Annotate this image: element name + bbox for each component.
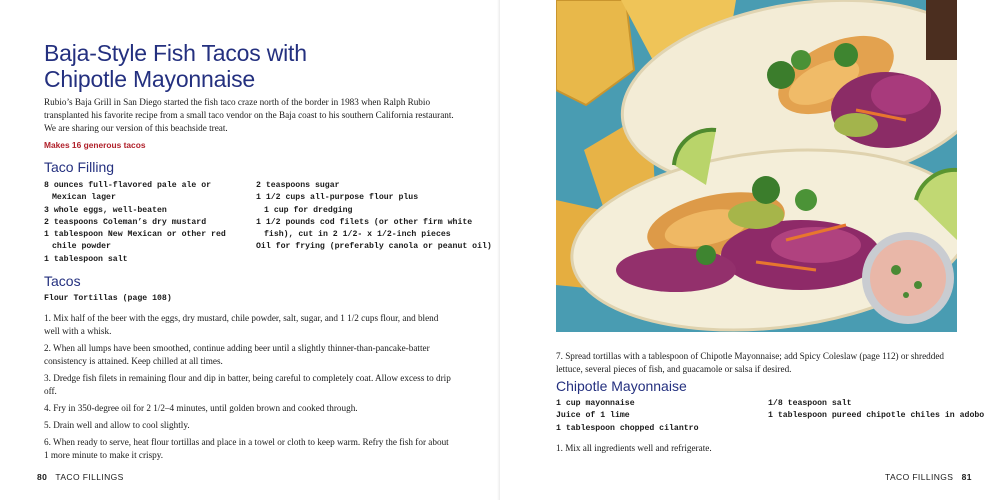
method-step: 4. Fry in 350-degree oil for 2 1/2–4 minutes, until golden brown and cooked through. bbox=[44, 403, 358, 413]
method-step: 1. Mix half of the beer with the eggs, dry mustard, chile powder, salt, sugar, and 1 1/2 cups flour, and blend well with a whisk. bbox=[44, 313, 439, 336]
recipe-title-line-2: Chipotle Mayonnaise bbox=[44, 66, 255, 92]
fish-tacos-illustration bbox=[556, 0, 957, 332]
recipe-title bbox=[44, 40, 484, 92]
chipotle-ingredients-col-1 bbox=[556, 398, 699, 435]
fish-tacos-photo bbox=[556, 0, 957, 332]
ingredient: 1 tablespoon salt bbox=[44, 254, 128, 264]
ingredient: fish), cut in 2 1/2- x 1/2-inch pieces bbox=[264, 230, 451, 240]
ingredient: 1 cup for dredging bbox=[264, 205, 353, 215]
method-step: 2. When all lumps have been smoothed, continue adding beer until a slightly thinner-than-pancake-batter consistency is attained. Keep chilled at all times. bbox=[44, 343, 430, 366]
recipe-title-line-1: Baja-Style Fish Tacos with bbox=[44, 40, 307, 66]
tacos-heading: Tacos bbox=[44, 273, 81, 289]
method-step: 3. Dredge fish filets in remaining flour and dip in batter, being careful to completely coat. Allow excess to drip off. bbox=[44, 373, 451, 396]
method-step: 5. Drain well and allow to cool slightly. bbox=[44, 420, 190, 430]
ingredient: 1 cup mayonnaise bbox=[556, 399, 635, 408]
ingredient: 3 whole eggs, well-beaten bbox=[44, 205, 167, 215]
ingredient: Mexican lager bbox=[52, 193, 116, 203]
ingredient: 1 tablespoon pureed chipotle chiles in adobo bbox=[768, 411, 985, 421]
chipotle-ingredients-col-2 bbox=[768, 398, 984, 423]
running-footer: TACO FILLINGS bbox=[55, 472, 124, 482]
tortillas-reference: Flour Tortillas (page 108) bbox=[44, 294, 172, 303]
recipe-intro: Rubio’s Baja Grill in San Diego started the fish taco craze north of the border in 1983 when Ralph Rubio transplanted his favorite recipe from a small taco vendor on the Baja coast to his southern California restaurant. We are sharing our version of this beachside treat. bbox=[44, 97, 454, 133]
taco-filling-heading: Taco Filling bbox=[44, 159, 115, 175]
yield-note: Makes 16 generous tacos bbox=[44, 140, 146, 150]
ingredient: 1 1/2 cups all-purpose flour plus bbox=[256, 193, 419, 203]
page-number: 80 bbox=[37, 472, 48, 482]
running-footer: TACO FILLINGS bbox=[885, 472, 954, 482]
ingredient: 1 tablespoon chopped cilantro bbox=[556, 423, 699, 433]
right-page-footer bbox=[885, 472, 972, 482]
ingredient: Juice of 1 lime bbox=[556, 411, 630, 421]
method-step: 6. When ready to serve, heat flour tortillas and place in a towel or cloth to keep warm. Refry the fish for about 1 more minute to make it crispy. bbox=[44, 437, 449, 460]
left-page-footer bbox=[37, 472, 124, 482]
filling-ingredients-col-1 bbox=[44, 180, 226, 266]
ingredient: 1 tablespoon New Mexican or other red bbox=[44, 230, 226, 240]
ingredient: chile powder bbox=[52, 242, 111, 252]
ingredient: Oil for frying (preferably canola or peanut oil) bbox=[256, 242, 492, 252]
filling-ingredients-col-2 bbox=[256, 180, 492, 254]
ingredient: 8 ounces full-flavored pale ale or bbox=[44, 181, 212, 190]
method-steps bbox=[44, 312, 454, 466]
ingredient: 1/8 teaspoon salt bbox=[768, 399, 852, 408]
ingredient: 1 1/2 pounds cod filets (or other firm white bbox=[256, 217, 473, 227]
chipotle-method-step: 1. Mix all ingredients well and refrigerate. bbox=[556, 443, 712, 453]
page-number: 81 bbox=[961, 472, 972, 482]
ingredient: 2 teaspoons sugar bbox=[256, 181, 340, 190]
method-step-7: 7. Spread tortillas with a tablespoon of Chipotle Mayonnaise; add Spicy Coleslaw (page 112) or shredded lettuce, several pieces of fish, and guacamole or salsa if desired. bbox=[556, 351, 945, 374]
ingredient: 2 teaspoons Coleman’s dry mustard bbox=[44, 217, 207, 227]
chipotle-mayonnaise-heading: Chipotle Mayonnaise bbox=[556, 378, 687, 394]
